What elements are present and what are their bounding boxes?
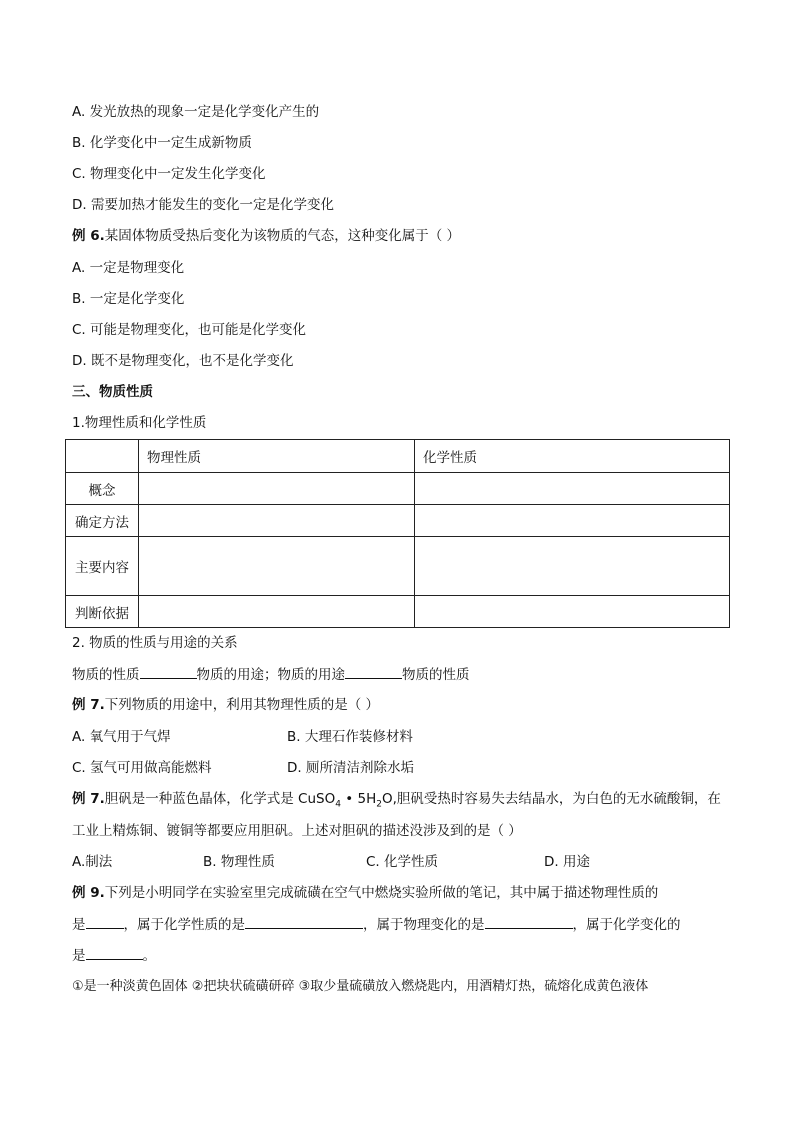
cell-physical-method[interactable] [139, 505, 415, 537]
ex9-question-line2 [72, 914, 681, 935]
row-label-content: 主要内容 [66, 537, 139, 596]
ex8-option-b: B. 物理性质 [203, 854, 275, 870]
property-use-relation [72, 664, 470, 685]
ex7-option-c: C. 氢气可用做高能燃料 [72, 760, 212, 776]
ex9-line3-b: 。 [142, 948, 156, 964]
ex5-option-a: A. 发光放热的现象一定是化学变化产生的 [72, 104, 320, 120]
ex9-line2-c: ，属于物理变化的是 [363, 917, 485, 933]
row-label-basis: 判断依据 [66, 596, 139, 628]
relation-blank-1[interactable] [140, 664, 197, 679]
ex8-option-d: D. 用途 [544, 854, 590, 870]
ex9-line2-a: 是 [72, 917, 86, 933]
ex7-question [72, 695, 379, 715]
answer-blank-physical-change[interactable] [485, 914, 573, 929]
relation-part-1: 物质的性质 [72, 667, 140, 683]
cell-chemical-method[interactable] [415, 505, 730, 537]
ex8-question-line2: 工业上精炼铜、镀铜等都要应用胆矾。上述对胆矾的描述没涉及到的是（ ） [72, 823, 522, 839]
ex6-option-d: D. 既不是物理变化，也不是化学变化 [72, 353, 294, 369]
ex8-text-c: O,胆矾受热时容易失去结晶水，为白色的无水硫酸铜，在 [381, 791, 721, 807]
ex9-question-line3 [72, 945, 156, 966]
ex5-option-d: D. 需要加热才能发生的变化一定是化学变化 [72, 197, 334, 213]
answer-blank-physical-property[interactable] [86, 914, 124, 929]
section-heading: 三、物质性质 [72, 384, 153, 400]
ex7-option-d: D. 厕所清洁剂除水垢 [287, 760, 414, 776]
ex8-text-a: 胆矾是一种蓝色晶体，化学式是 CuSO [104, 791, 336, 807]
cell-chemical-concept[interactable] [415, 473, 730, 505]
subsection-1-title: 1.物理性质和化学性质 [72, 415, 207, 431]
row-label-method: 确定方法 [66, 505, 139, 537]
table-row [66, 596, 730, 628]
ex7-label: 例 7. [72, 697, 105, 713]
answer-blank-chemical-change[interactable] [86, 945, 143, 960]
ex8-option-c: C. 化学性质 [366, 854, 439, 870]
header-chemical: 化学性质 [415, 440, 730, 473]
ex9-line1: 下列是小明同学在实验室里完成硫磺在空气中燃烧实验所做的笔记，其中属于描述物理性质的 [104, 885, 659, 901]
subsection-2-title: 2. 物质的性质与用途的关系 [72, 635, 238, 651]
table-header-row [66, 440, 730, 473]
ex8-text-b: • 5H [340, 791, 377, 807]
table-row [66, 473, 730, 505]
row-label-concept: 概念 [66, 473, 139, 505]
ex9-line2-b: ，属于化学性质的是 [123, 917, 245, 933]
ex9-question-line1 [72, 883, 658, 903]
ex8-subscript-4: 4 [335, 799, 341, 810]
cell-chemical-basis[interactable] [415, 596, 730, 628]
cell-physical-content[interactable] [139, 537, 415, 596]
ex8-option-a: A.制法 [72, 854, 113, 870]
ex6-question [72, 226, 460, 246]
ex7-text: 下列物质的用途中，利用其物理性质的是（ ） [104, 697, 380, 713]
ex9-label: 例 9. [72, 885, 105, 901]
table-row [66, 537, 730, 596]
ex7-option-b: B. 大理石作装修材料 [287, 729, 413, 745]
relation-blank-2[interactable] [345, 664, 402, 679]
table-corner-cell [66, 440, 139, 473]
cell-chemical-content[interactable] [415, 537, 730, 596]
properties-table [65, 439, 730, 628]
relation-part-2: 物质的用途；物质的用途 [196, 667, 345, 683]
ex6-option-b: B. 一定是化学变化 [72, 291, 185, 307]
ex6-label: 例 6. [72, 228, 105, 244]
ex9-line2-d: ，属于化学变化的 [572, 917, 681, 933]
header-physical: 物理性质 [139, 440, 415, 473]
ex8-label: 例 7. [72, 791, 105, 807]
ex5-option-b: B. 化学变化中一定生成新物质 [72, 135, 252, 151]
answer-blank-chemical-property[interactable] [245, 914, 363, 929]
ex6-text: 某固体物质受热后变化为该物质的气态，这种变化属于（ ） [104, 228, 461, 244]
ex6-option-a: A. 一定是物理变化 [72, 260, 185, 276]
ex8-question-line1 [72, 789, 721, 815]
ex8-subscript-2: 2 [376, 799, 382, 810]
ex7-option-a: A. 氧气用于气焊 [72, 729, 171, 745]
cell-physical-basis[interactable] [139, 596, 415, 628]
relation-part-3: 物质的性质 [402, 667, 470, 683]
table-row [66, 505, 730, 537]
ex9-line3-a: 是 [72, 948, 86, 964]
ex5-option-c: C. 物理变化中一定发生化学变化 [72, 166, 266, 182]
ex6-option-c: C. 可能是物理变化，也可能是化学变化 [72, 322, 307, 338]
ex9-notes: ①是一种淡黄色固体 ②把块状硫磺研碎 ③取少量硫磺放入燃烧匙内，用酒精灯热，硫熔化成黄色液体 [72, 979, 649, 994]
cell-physical-concept[interactable] [139, 473, 415, 505]
